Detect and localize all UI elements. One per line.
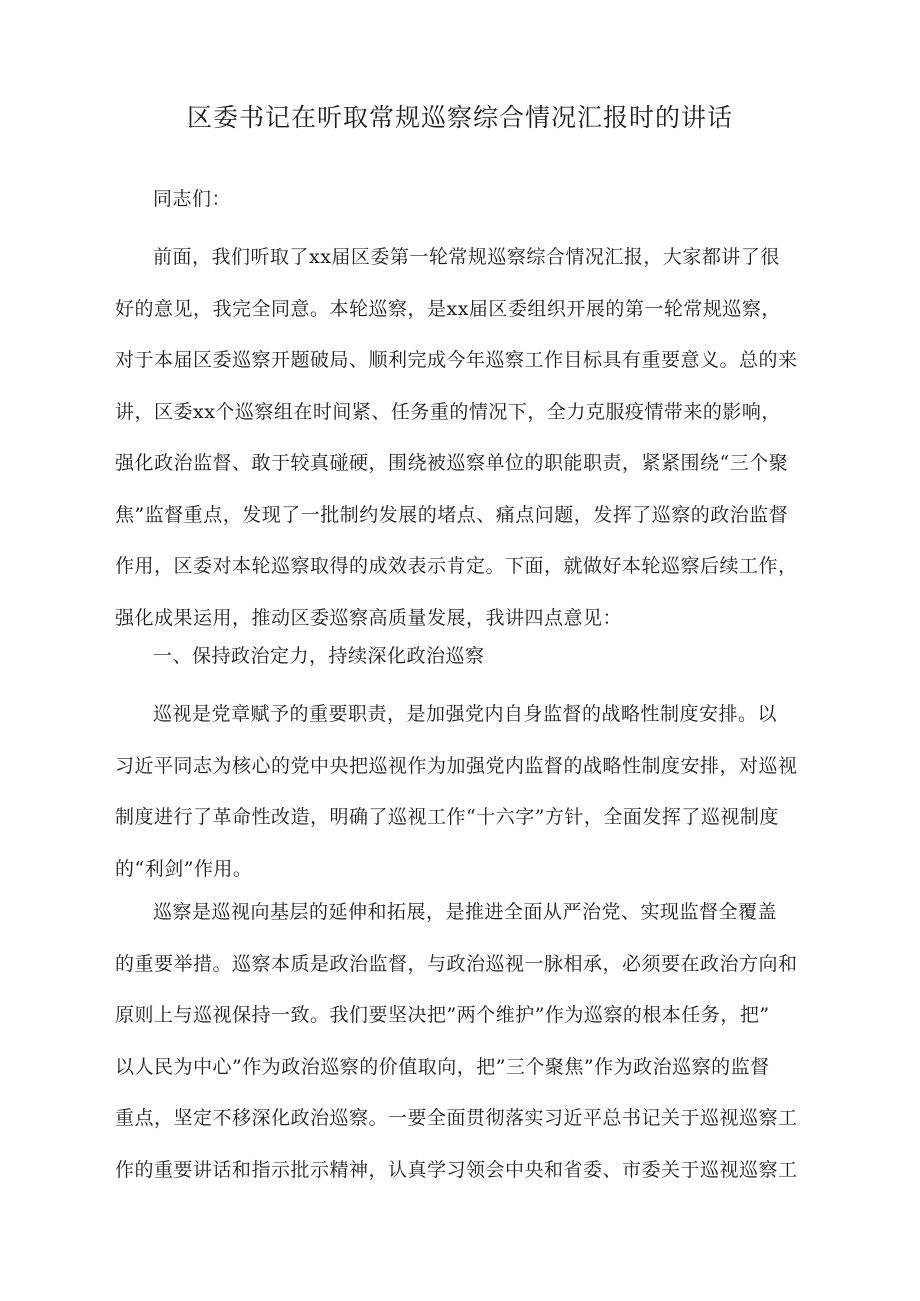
paragraph-line: 巡视是党章赋予的重要职责，是加强党内自身监督的战略性制度安排。以 xyxy=(153,703,778,725)
paragraph-inspection xyxy=(115,689,815,895)
paragraph-patrol xyxy=(115,887,815,1196)
salutation-line: 同志们： xyxy=(153,188,232,210)
paragraph-line: 讲，区委xx个巡察组在时间紧、任务重的情况下，全力克服疫情带来的影响， xyxy=(115,400,781,423)
paragraph-line: 强化成果运用，推动区委巡察高质量发展，我讲四点意见： xyxy=(115,606,623,629)
paragraph-line: 原则上与巡视保持一致。我们要坚决把”两个维护”作为巡察的根本任务，把” xyxy=(115,1004,770,1026)
section-heading-line: 一、保持政治定力，持续深化政治巡察 xyxy=(153,645,485,667)
salutation xyxy=(115,174,815,226)
paragraph-line: 焦”监督重点，发现了一批制约发展的堵点、痛点问题，发挥了巡察的政治监督 xyxy=(115,503,789,526)
paragraph-line: 制度进行了革命性改造，明确了巡视工作“十六字”方针，全面发挥了巡视制度 xyxy=(115,806,779,828)
paragraph-line: 作的重要讲话和指示批示精神，认真学习领会中央和省委、市委关于巡视巡察工 xyxy=(115,1158,798,1181)
paragraph-line: 的重要举措。巡察本质是政治监督，与政治巡视一脉相承，必须要在政治方向和 xyxy=(115,952,798,975)
section-heading xyxy=(115,631,815,683)
paragraph-line: 习近平同志为核心的党中央把巡视作为加强党内监督的战略性制度安排，对巡视 xyxy=(115,754,798,777)
paragraph-line: 重点，坚定不移深化政治巡察。一要全面贯彻落实习近平总书记关于巡视巡察工 xyxy=(115,1107,798,1129)
paragraph-line: 好的意见，我完全同意。本轮巡察，是xx届区委组织开展的第一轮常规巡察， xyxy=(115,297,781,320)
paragraph-line: 的“利剑”作用。 xyxy=(115,857,253,880)
paragraph-line: 巡察是巡视向基层的延伸和拓展，是推进全面从严治党、实现监督全覆盖 xyxy=(153,901,778,923)
document-title: 区委书记在听取常规巡察综合情况汇报时的讲话 xyxy=(186,103,733,132)
paragraph-line: 强化政治监督、敢于较真碰硬，围绕被巡察单位的职能职责，紧紧围绕“三个聚 xyxy=(115,452,789,474)
paragraph-line: 对于本届区委巡察开题破局、顺利完成今年巡察工作目标具有重要意义。总的来 xyxy=(115,349,798,371)
paragraph-intro xyxy=(115,232,815,644)
paragraph-line: 前面，我们听取了xx届区委第一轮常规巡察综合情况汇报，大家都讲了很 xyxy=(153,246,780,268)
paragraph-line: 以人民为中心”作为政治巡察的价值取向，把”三个聚焦”作为政治巡察的监督 xyxy=(115,1055,770,1078)
paragraph-line: 作用，区委对本轮巡察取得的成效表示肯定。下面，就做好本轮巡察后续工作， xyxy=(115,555,798,577)
